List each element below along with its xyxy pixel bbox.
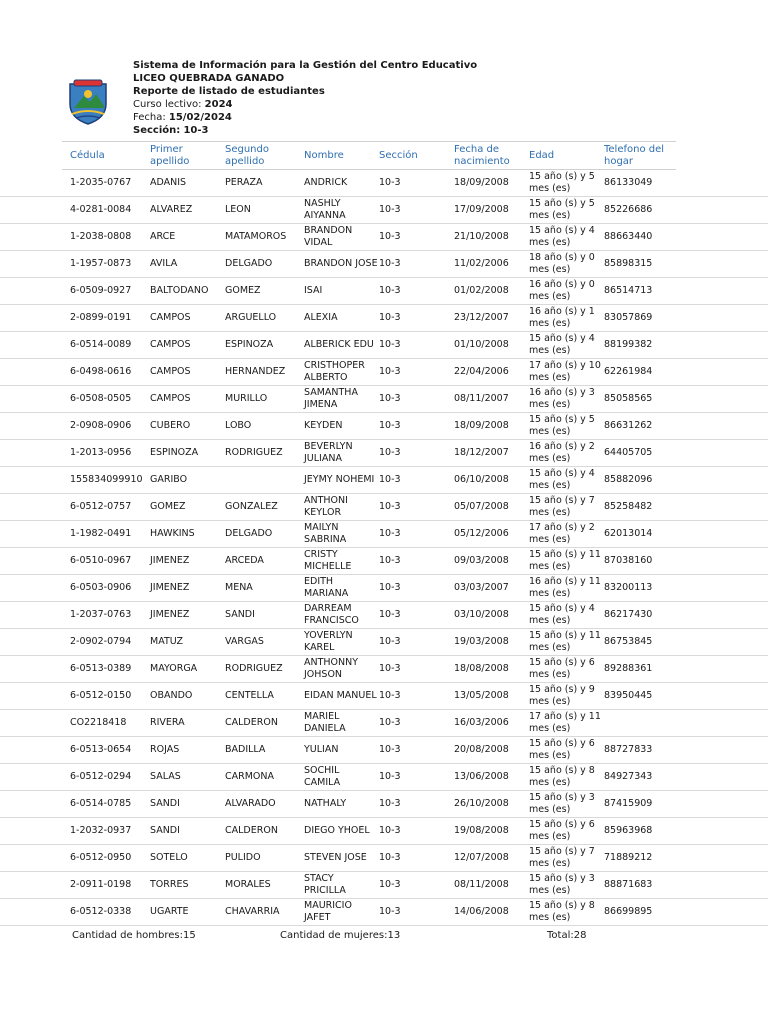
cell-seccion: 10-3 — [379, 771, 401, 782]
cell-cedula: 6-0498-0616 — [70, 366, 132, 377]
cell-primer-apellido: CAMPOS — [150, 393, 191, 404]
table-row — [0, 818, 768, 845]
cell-primer-apellido: RIVERA — [150, 717, 185, 728]
cell-telefono: 84927343 — [604, 771, 653, 782]
table-row — [0, 359, 768, 386]
cell-cedula: 1-2032-0937 — [70, 825, 132, 836]
cell-fecha-nacimiento: 17/09/2008 — [454, 204, 509, 215]
table-row — [0, 332, 768, 359]
cell-segundo-apellido: GOMEZ — [225, 285, 261, 296]
cell-segundo-apellido: ARGUELLO — [225, 312, 277, 323]
cell-primer-apellido: ROJAS — [150, 744, 180, 755]
women-count: Cantidad de mujeres:13 — [280, 930, 401, 941]
cell-segundo-apellido: CENTELLA — [225, 690, 274, 701]
cell-segundo-apellido: GONZALEZ — [225, 501, 278, 512]
table-row — [0, 872, 768, 899]
cell-cedula: 6-0512-0950 — [70, 852, 132, 863]
cell-fecha-nacimiento: 19/08/2008 — [454, 825, 509, 836]
cell-primer-apellido: ARCE — [150, 231, 176, 242]
cell-nombre: BEVERLYN JULIANA — [304, 441, 353, 464]
cell-edad: 15 año (s) y 5 mes (es) — [529, 414, 595, 437]
cell-cedula: 1-2038-0808 — [70, 231, 132, 242]
cell-nombre: DARREAM FRANCISCO — [304, 603, 359, 626]
cell-nombre: MAURICIO JAFET — [304, 900, 352, 923]
cell-nombre: ANTHONNY JOHSON — [304, 657, 359, 680]
cell-seccion: 10-3 — [379, 258, 401, 269]
cell-nombre: NASHLY AIYANNA — [304, 198, 346, 221]
student-table-body — [0, 170, 768, 926]
cell-primer-apellido: AVILA — [150, 258, 178, 269]
cell-fecha-nacimiento: 20/08/2008 — [454, 744, 509, 755]
cell-seccion: 10-3 — [379, 744, 401, 755]
cell-fecha-nacimiento: 09/03/2008 — [454, 555, 509, 566]
table-row — [0, 575, 768, 602]
cell-cedula: 6-0512-0294 — [70, 771, 132, 782]
cell-cedula: CO2218418 — [70, 717, 127, 728]
cell-nombre: EDITH MARIANA — [304, 576, 349, 599]
cell-telefono: 86514713 — [604, 285, 653, 296]
cell-seccion: 10-3 — [379, 420, 401, 431]
report-header — [133, 59, 477, 137]
cell-segundo-apellido: VARGAS — [225, 636, 264, 647]
cell-seccion: 10-3 — [379, 285, 401, 296]
cell-fecha-nacimiento: 08/11/2008 — [454, 879, 509, 890]
cell-fecha-nacimiento: 06/10/2008 — [454, 474, 509, 485]
cell-segundo-apellido: RODRIGUEZ — [225, 663, 283, 674]
total-count: Total:28 — [547, 930, 587, 941]
cell-edad: 17 año (s) y 11 mes (es) — [529, 711, 601, 734]
cell-segundo-apellido — [225, 467, 303, 493]
cell-primer-apellido: BALTODANO — [150, 285, 209, 296]
col-header-seccion: Sección — [379, 150, 418, 161]
cell-nombre: KEYDEN — [304, 420, 343, 431]
cell-nombre: ANTHONI KEYLOR — [304, 495, 348, 518]
cell-seccion: 10-3 — [379, 501, 401, 512]
cell-nombre: JEYMY NOHEMI — [304, 474, 375, 485]
cell-fecha-nacimiento: 19/03/2008 — [454, 636, 509, 647]
cell-cedula: 155834099910 — [70, 474, 143, 485]
cell-primer-apellido: CAMPOS — [150, 366, 191, 377]
cell-nombre: ANDRICK — [304, 177, 348, 188]
cell-cedula: 6-0510-0967 — [70, 555, 132, 566]
cell-nombre: STEVEN JOSE — [304, 852, 367, 863]
cell-primer-apellido: GARIBO — [150, 474, 188, 485]
cell-nombre: STACY PRICILLA — [304, 873, 346, 896]
cell-segundo-apellido: PULIDO — [225, 852, 261, 863]
cell-primer-apellido: CAMPOS — [150, 312, 191, 323]
cell-telefono: 89288361 — [604, 663, 653, 674]
course-label: Curso lectivo: — [133, 99, 202, 110]
cell-primer-apellido: OBANDO — [150, 690, 193, 701]
col-header-segundo-apellido: Segundo apellido — [225, 144, 269, 167]
cell-edad: 15 año (s) y 4 mes (es) — [529, 603, 595, 626]
cell-primer-apellido: GOMEZ — [150, 501, 186, 512]
cell-cedula: 6-0512-0757 — [70, 501, 132, 512]
cell-telefono: 88663440 — [604, 231, 653, 242]
cell-seccion: 10-3 — [379, 393, 401, 404]
cell-seccion: 10-3 — [379, 717, 401, 728]
cell-fecha-nacimiento: 26/10/2008 — [454, 798, 509, 809]
cell-seccion: 10-3 — [379, 690, 401, 701]
cell-edad: 18 año (s) y 0 mes (es) — [529, 252, 595, 275]
report-title: Reporte de listado de estudiantes — [133, 86, 325, 97]
cell-edad: 16 año (s) y 1 mes (es) — [529, 306, 595, 329]
cell-edad: 15 año (s) y 8 mes (es) — [529, 765, 595, 788]
men-count: Cantidad de hombres:15 — [72, 930, 196, 941]
cell-primer-apellido: SOTELO — [150, 852, 188, 863]
cell-seccion: 10-3 — [379, 798, 401, 809]
cell-seccion: 10-3 — [379, 312, 401, 323]
cell-segundo-apellido: LOBO — [225, 420, 252, 431]
cell-edad: 15 año (s) y 4 mes (es) — [529, 468, 595, 491]
cell-segundo-apellido: HERNANDEZ — [225, 366, 286, 377]
course-value: 2024 — [204, 99, 233, 110]
cell-nombre: SOCHIL CAMILA — [304, 765, 341, 788]
cell-edad: 15 año (s) y 5 mes (es) — [529, 171, 595, 194]
cell-telefono: 85258482 — [604, 501, 653, 512]
cell-nombre: MAILYN SABRINA — [304, 522, 347, 545]
cell-cedula: 6-0512-0150 — [70, 690, 132, 701]
cell-edad: 15 año (s) y 8 mes (es) — [529, 900, 595, 923]
table-row — [0, 467, 768, 494]
cell-primer-apellido: CAMPOS — [150, 339, 191, 350]
cell-fecha-nacimiento: 16/03/2006 — [454, 717, 509, 728]
cell-seccion: 10-3 — [379, 204, 401, 215]
cell-primer-apellido: SANDI — [150, 825, 180, 836]
date-value: 15/02/2024 — [168, 112, 232, 123]
cell-fecha-nacimiento: 11/02/2006 — [454, 258, 509, 269]
cell-segundo-apellido: CARMONA — [225, 771, 275, 782]
cell-edad: 15 año (s) y 6 mes (es) — [529, 657, 595, 680]
cell-segundo-apellido: SANDI — [225, 609, 255, 620]
table-row — [0, 278, 768, 305]
table-row — [0, 656, 768, 683]
table-row — [0, 251, 768, 278]
cell-primer-apellido: ADANIS — [150, 177, 187, 188]
cell-cedula: 1-2037-0763 — [70, 609, 132, 620]
cell-segundo-apellido: PERAZA — [225, 177, 263, 188]
table-row — [0, 791, 768, 818]
cell-nombre: MARIEL DANIELA — [304, 711, 346, 734]
cell-cedula: 2-0911-0198 — [70, 879, 132, 890]
cell-fecha-nacimiento: 18/09/2008 — [454, 420, 509, 431]
cell-seccion: 10-3 — [379, 177, 401, 188]
table-row — [0, 224, 768, 251]
cell-edad: 16 año (s) y 11 mes (es) — [529, 576, 601, 599]
cell-cedula: 6-0509-0927 — [70, 285, 132, 296]
cell-nombre: ISAI — [304, 285, 323, 296]
table-row — [0, 899, 768, 926]
cell-fecha-nacimiento: 05/12/2006 — [454, 528, 509, 539]
cell-primer-apellido: ESPINOZA — [150, 447, 199, 458]
cell-primer-apellido: CUBERO — [150, 420, 191, 431]
cell-nombre: EIDAN MANUEL — [304, 690, 377, 701]
cell-primer-apellido: TORRES — [150, 879, 189, 890]
section-line — [133, 124, 477, 137]
cell-segundo-apellido: MURILLO — [225, 393, 268, 404]
cell-edad: 17 año (s) y 2 mes (es) — [529, 522, 595, 545]
date-label: Fecha: — [133, 112, 166, 123]
cell-nombre: YULIAN — [304, 744, 339, 755]
table-row — [0, 305, 768, 332]
cell-fecha-nacimiento: 12/07/2008 — [454, 852, 509, 863]
table-row — [0, 764, 768, 791]
cell-edad: 15 año (s) y 3 mes (es) — [529, 873, 595, 896]
cell-telefono: 86699895 — [604, 906, 653, 917]
cell-nombre: NATHALY — [304, 798, 347, 809]
col-header-nombre: Nombre — [304, 150, 344, 161]
cell-fecha-nacimiento: 18/09/2008 — [454, 177, 509, 188]
table-row — [0, 521, 768, 548]
cell-nombre: ALBERICK EDU — [304, 339, 374, 350]
cell-telefono: 87415909 — [604, 798, 653, 809]
cell-edad: 16 año (s) y 0 mes (es) — [529, 279, 595, 302]
cell-segundo-apellido: DELGADO — [225, 258, 273, 269]
cell-telefono: 64405705 — [604, 447, 653, 458]
school-logo — [66, 78, 110, 126]
date-line — [133, 111, 477, 124]
cell-fecha-nacimiento: 13/05/2008 — [454, 690, 509, 701]
cell-segundo-apellido: DELGADO — [225, 528, 273, 539]
cell-nombre: CRISTHOPER ALBERTO — [304, 360, 365, 383]
cell-fecha-nacimiento: 22/04/2006 — [454, 366, 509, 377]
col-header-fecha-nacimiento: Fecha de nacimiento — [454, 144, 510, 167]
cell-telefono: 88199382 — [604, 339, 653, 350]
cell-telefono: 83057869 — [604, 312, 653, 323]
table-row — [0, 629, 768, 656]
cell-primer-apellido: JIMENEZ — [150, 609, 190, 620]
cell-telefono — [604, 710, 676, 736]
cell-nombre: ALEXIA — [304, 312, 338, 323]
cell-telefono: 85898315 — [604, 258, 653, 269]
table-row — [0, 197, 768, 224]
cell-segundo-apellido: CALDERON — [225, 825, 278, 836]
cell-seccion: 10-3 — [379, 474, 401, 485]
cell-telefono: 62013014 — [604, 528, 653, 539]
cell-edad: 15 año (s) y 7 mes (es) — [529, 495, 595, 518]
table-row — [0, 683, 768, 710]
cell-primer-apellido: HAWKINS — [150, 528, 195, 539]
cell-telefono: 85058565 — [604, 393, 653, 404]
section-label: Sección: — [133, 125, 181, 136]
cell-seccion: 10-3 — [379, 906, 401, 917]
cell-telefono: 83950445 — [604, 690, 653, 701]
cell-fecha-nacimiento: 03/10/2008 — [454, 609, 509, 620]
cell-primer-apellido: MAYORGA — [150, 663, 198, 674]
cell-seccion: 10-3 — [379, 555, 401, 566]
cell-segundo-apellido: LEON — [225, 204, 251, 215]
cell-edad: 15 año (s) y 11 mes (es) — [529, 630, 601, 653]
cell-seccion: 10-3 — [379, 528, 401, 539]
cell-nombre: BRANDON VIDAL — [304, 225, 353, 248]
cell-seccion: 10-3 — [379, 879, 401, 890]
cell-primer-apellido: UGARTE — [150, 906, 189, 917]
cell-nombre: CRISTY MICHELLE — [304, 549, 352, 572]
cell-cedula: 2-0902-0794 — [70, 636, 132, 647]
cell-nombre: SAMANTHA JIMENA — [304, 387, 358, 410]
cell-primer-apellido: SALAS — [150, 771, 181, 782]
col-header-telefono: Telefono del hogar — [604, 144, 665, 167]
cell-telefono: 85963968 — [604, 825, 653, 836]
table-row — [0, 413, 768, 440]
cell-seccion: 10-3 — [379, 231, 401, 242]
cell-segundo-apellido: RODRIGUEZ — [225, 447, 283, 458]
cell-edad: 15 año (s) y 9 mes (es) — [529, 684, 595, 707]
cell-fecha-nacimiento: 13/06/2008 — [454, 771, 509, 782]
cell-cedula: 6-0513-0389 — [70, 663, 132, 674]
cell-cedula: 2-0899-0191 — [70, 312, 132, 323]
cell-seccion: 10-3 — [379, 825, 401, 836]
cell-telefono: 86217430 — [604, 609, 653, 620]
cell-cedula: 6-0514-0785 — [70, 798, 132, 809]
cell-nombre: BRANDON JOSE — [304, 258, 378, 269]
table-row — [0, 170, 768, 197]
col-header-edad: Edad — [529, 150, 555, 161]
cell-edad: 15 año (s) y 7 mes (es) — [529, 846, 595, 869]
cell-cedula: 6-0503-0906 — [70, 582, 132, 593]
cell-primer-apellido: SANDI — [150, 798, 180, 809]
cell-cedula: 1-2035-0767 — [70, 177, 132, 188]
cell-segundo-apellido: ESPINOZA — [225, 339, 274, 350]
cell-nombre: DIEGO YHOEL — [304, 825, 370, 836]
cell-fecha-nacimiento: 05/07/2008 — [454, 501, 509, 512]
cell-telefono: 71889212 — [604, 852, 653, 863]
cell-primer-apellido: JIMENEZ — [150, 582, 190, 593]
cell-fecha-nacimiento: 23/12/2007 — [454, 312, 509, 323]
cell-cedula: 6-0508-0505 — [70, 393, 132, 404]
cell-seccion: 10-3 — [379, 339, 401, 350]
cell-fecha-nacimiento: 21/10/2008 — [454, 231, 509, 242]
cell-segundo-apellido: CALDERON — [225, 717, 278, 728]
cell-edad: 16 año (s) y 3 mes (es) — [529, 387, 595, 410]
cell-edad: 15 año (s) y 6 mes (es) — [529, 819, 595, 842]
cell-edad: 15 año (s) y 4 mes (es) — [529, 333, 595, 356]
cell-fecha-nacimiento: 03/03/2007 — [454, 582, 509, 593]
cell-seccion: 10-3 — [379, 447, 401, 458]
table-row — [0, 845, 768, 872]
cell-fecha-nacimiento: 01/10/2008 — [454, 339, 509, 350]
cell-primer-apellido: JIMENEZ — [150, 555, 190, 566]
cell-telefono: 85882096 — [604, 474, 653, 485]
cell-telefono: 86631262 — [604, 420, 653, 431]
course-line — [133, 98, 477, 111]
cell-cedula: 4-0281-0084 — [70, 204, 132, 215]
cell-edad: 15 año (s) y 6 mes (es) — [529, 738, 595, 761]
school-name: LICEO QUEBRADA GANADO — [133, 73, 285, 84]
col-header-primer-apellido: Primer apellido — [150, 144, 190, 167]
cell-seccion: 10-3 — [379, 609, 401, 620]
cell-cedula: 2-0908-0906 — [70, 420, 132, 431]
cell-seccion: 10-3 — [379, 663, 401, 674]
table-row — [0, 548, 768, 575]
cell-cedula: 1-1982-0491 — [70, 528, 132, 539]
cell-edad: 17 año (s) y 10 mes (es) — [529, 360, 601, 383]
table-row — [0, 602, 768, 629]
cell-cedula: 1-2013-0956 — [70, 447, 132, 458]
cell-telefono: 85226686 — [604, 204, 653, 215]
section-value: 10-3 — [183, 125, 209, 136]
cell-segundo-apellido: ALVARADO — [225, 798, 276, 809]
cell-segundo-apellido: MATAMOROS — [225, 231, 287, 242]
cell-seccion: 10-3 — [379, 366, 401, 377]
cell-fecha-nacimiento: 01/02/2008 — [454, 285, 509, 296]
cell-telefono: 86753845 — [604, 636, 653, 647]
table-header — [0, 142, 768, 170]
cell-edad: 15 año (s) y 5 mes (es) — [529, 198, 595, 221]
cell-segundo-apellido: MORALES — [225, 879, 271, 890]
table-row — [0, 440, 768, 467]
table-row — [0, 737, 768, 764]
col-header-cedula: Cédula — [70, 150, 105, 161]
system-title: Sistema de Información para la Gestión del Centro Educativo — [133, 60, 478, 71]
cell-seccion: 10-3 — [379, 852, 401, 863]
table-row — [0, 494, 768, 521]
cell-cedula: 6-0514-0089 — [70, 339, 132, 350]
cell-segundo-apellido: MENA — [225, 582, 253, 593]
cell-cedula: 1-1957-0873 — [70, 258, 132, 269]
cell-nombre: YOVERLYN KAREL — [304, 630, 353, 653]
cell-cedula: 6-0513-0654 — [70, 744, 132, 755]
cell-cedula: 6-0512-0338 — [70, 906, 132, 917]
cell-edad: 15 año (s) y 11 mes (es) — [529, 549, 601, 572]
cell-telefono: 86133049 — [604, 177, 653, 188]
table-row — [0, 710, 768, 737]
cell-telefono: 62261984 — [604, 366, 653, 377]
cell-telefono: 83200113 — [604, 582, 653, 593]
cell-segundo-apellido: CHAVARRIA — [225, 906, 280, 917]
cell-fecha-nacimiento: 18/12/2007 — [454, 447, 509, 458]
table-row — [0, 386, 768, 413]
cell-fecha-nacimiento: 14/06/2008 — [454, 906, 509, 917]
cell-telefono: 88727833 — [604, 744, 653, 755]
cell-edad: 15 año (s) y 3 mes (es) — [529, 792, 595, 815]
cell-telefono: 87038160 — [604, 555, 653, 566]
cell-fecha-nacimiento: 08/11/2007 — [454, 393, 509, 404]
cell-primer-apellido: MATUZ — [150, 636, 184, 647]
cell-primer-apellido: ALVAREZ — [150, 204, 193, 215]
cell-edad: 15 año (s) y 4 mes (es) — [529, 225, 595, 248]
cell-seccion: 10-3 — [379, 582, 401, 593]
cell-fecha-nacimiento: 18/08/2008 — [454, 663, 509, 674]
cell-edad: 16 año (s) y 2 mes (es) — [529, 441, 595, 464]
cell-seccion: 10-3 — [379, 636, 401, 647]
cell-segundo-apellido: BADILLA — [225, 744, 266, 755]
cell-segundo-apellido: ARCEDA — [225, 555, 264, 566]
cell-telefono: 88871683 — [604, 879, 653, 890]
